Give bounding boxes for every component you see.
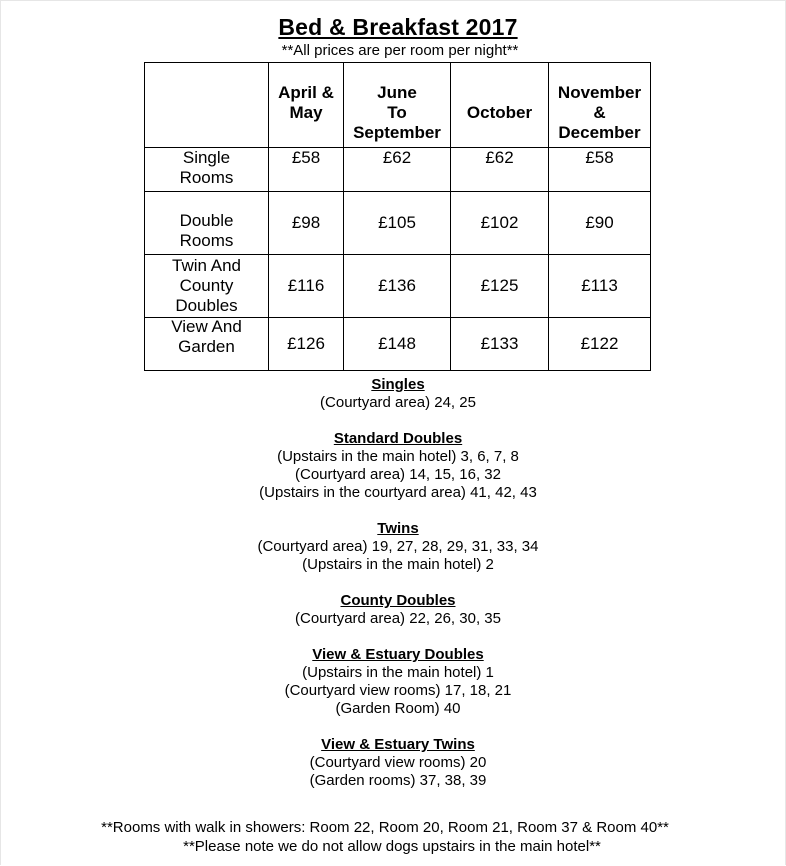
header-cell-june-september: June To September (344, 63, 451, 148)
section-heading: Standard Doubles (333, 430, 463, 447)
table-row (145, 148, 651, 192)
price-cell: £133 (451, 318, 549, 371)
row-label-single-rooms: Single Rooms (145, 148, 269, 192)
price-cell: £125 (451, 255, 549, 318)
room-line: (Courtyard area) 22, 26, 30, 35 (295, 610, 501, 627)
section-heading: View & Estuary Twins (321, 736, 475, 753)
room-section-standard-doubles (0, 430, 786, 502)
section-heading: View & Estuary Doubles (312, 646, 484, 663)
note-no-dogs: **Please note we do not allow dogs upstairs in the main hotel** (183, 838, 601, 855)
room-line: (Garden Room) 40 (335, 700, 461, 717)
room-section-county-doubles (0, 592, 786, 628)
room-listing (0, 376, 786, 808)
note-walk-in-showers: **Rooms with walk in showers: Room 22, Room 20, Room 21, Room 37 & Room 40** (101, 819, 669, 836)
header-cell-october: October (451, 63, 549, 148)
price-cell: £113 (549, 255, 651, 318)
price-cell: £126 (269, 318, 344, 371)
document-subtitle: **All prices are per room per night** (281, 42, 519, 59)
room-line: (Upstairs in the courtyard area) 41, 42, 43 (259, 484, 537, 501)
room-line: (Courtyard view rooms) 20 (309, 754, 487, 771)
room-line: (Courtyard area) 14, 15, 16, 32 (295, 466, 501, 483)
table-row (145, 255, 651, 318)
row-label-twin-county-doubles: Twin And County Doubles (145, 255, 269, 318)
header-cell-november-december: November & December (549, 63, 651, 148)
header-cell-april-may: April & May (269, 63, 344, 148)
price-cell: £98 (269, 192, 344, 255)
price-cell: £148 (344, 318, 451, 371)
price-cell: £102 (451, 192, 549, 255)
price-cell: £90 (549, 192, 651, 255)
price-table (144, 62, 651, 371)
table-row (145, 318, 651, 371)
document-title: Bed & Breakfast 2017 (278, 14, 518, 40)
price-cell: £58 (549, 148, 651, 192)
room-line: (Courtyard area) 24, 25 (320, 394, 476, 411)
room-section-view-estuary-twins (0, 736, 786, 790)
room-line: (Upstairs in the main hotel) 1 (302, 664, 494, 681)
row-label-view-garden: View And Garden (145, 318, 269, 371)
price-cell: £62 (344, 148, 451, 192)
price-cell: £62 (451, 148, 549, 192)
room-section-view-estuary-doubles (0, 646, 786, 718)
table-header-row (145, 63, 651, 148)
room-line: (Garden rooms) 37, 38, 39 (309, 772, 487, 789)
room-section-singles (0, 376, 786, 412)
room-line: (Courtyard view rooms) 17, 18, 21 (284, 682, 512, 699)
footer-notes (0, 818, 770, 856)
price-cell: £122 (549, 318, 651, 371)
table-row (145, 192, 651, 255)
section-heading: Singles (371, 376, 425, 393)
price-cell: £105 (344, 192, 451, 255)
price-cell: £116 (269, 255, 344, 318)
section-heading: County Doubles (340, 592, 456, 609)
room-line: (Upstairs in the main hotel) 3, 6, 7, 8 (277, 448, 519, 465)
row-label-double-rooms: Double Rooms (145, 192, 269, 255)
room-line: (Upstairs in the main hotel) 2 (302, 556, 494, 573)
section-heading: Twins (377, 520, 419, 537)
header-cell-empty (145, 63, 269, 148)
price-cell: £58 (269, 148, 344, 192)
price-cell: £136 (344, 255, 451, 318)
room-section-twins (0, 520, 786, 574)
room-line: (Courtyard area) 19, 27, 28, 29, 31, 33, 34 (257, 538, 539, 555)
